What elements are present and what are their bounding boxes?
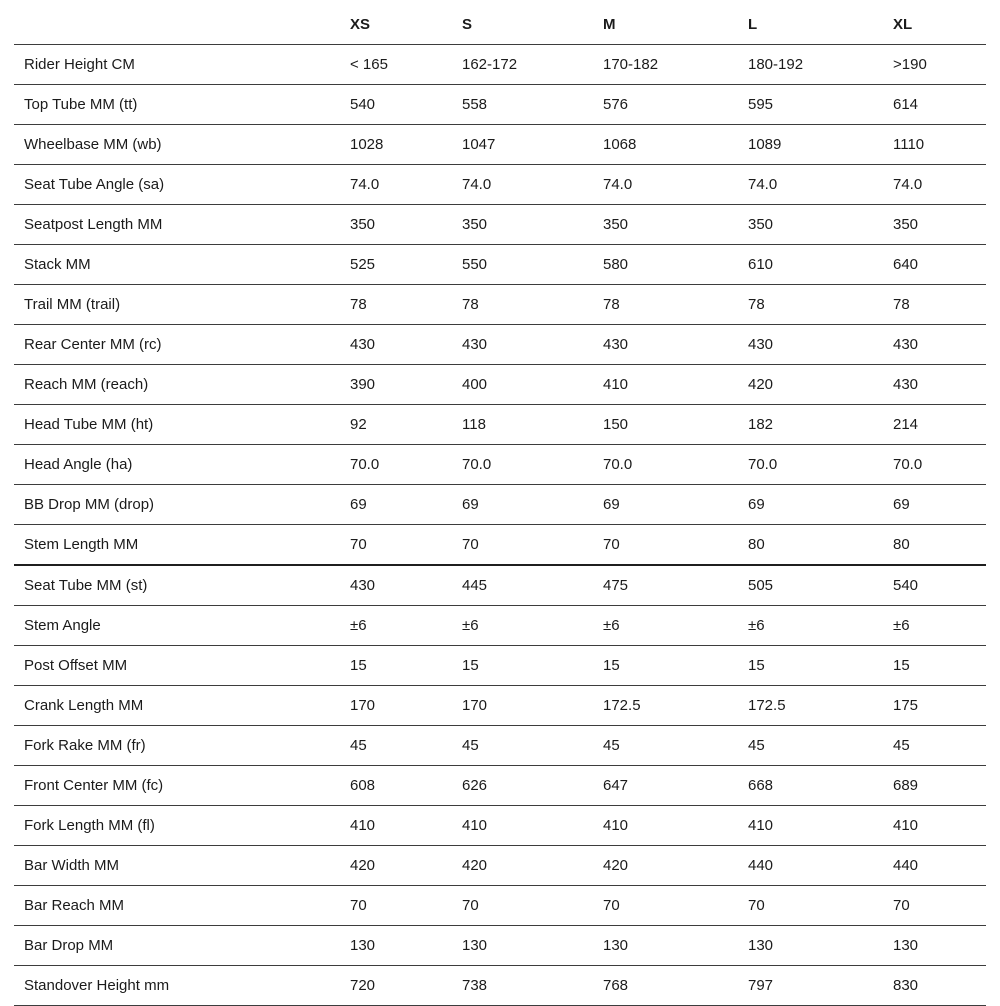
- cell-value: 78: [462, 285, 603, 325]
- cell-value: 1089: [748, 125, 893, 165]
- cell-value: 74.0: [748, 165, 893, 205]
- cell-value: 350: [603, 205, 748, 245]
- cell-value: 668: [748, 766, 893, 806]
- geometry-rows: [14, 45, 986, 1006]
- row-label: Fork Rake MM (fr): [14, 726, 350, 766]
- cell-value: 647: [603, 766, 748, 806]
- cell-value: 410: [462, 806, 603, 846]
- table-row: [14, 606, 986, 646]
- cell-value: 15: [748, 646, 893, 686]
- cell-value: 70: [462, 886, 603, 926]
- cell-value: 768: [603, 966, 748, 1006]
- row-label: Fork Length MM (fl): [14, 806, 350, 846]
- cell-value: 130: [462, 926, 603, 966]
- cell-value: 390: [350, 365, 462, 405]
- cell-value: ±6: [603, 606, 748, 646]
- cell-value: 118: [462, 405, 603, 445]
- cell-value: 162-172: [462, 45, 603, 85]
- cell-value: ±6: [350, 606, 462, 646]
- cell-value: 172.5: [748, 686, 893, 726]
- cell-value: 130: [350, 926, 462, 966]
- cell-value: 410: [350, 806, 462, 846]
- cell-value: 420: [748, 365, 893, 405]
- cell-value: 74.0: [603, 165, 748, 205]
- row-label: Stack MM: [14, 245, 350, 285]
- table-row: [14, 886, 986, 926]
- table-row: [14, 926, 986, 966]
- table-row: [14, 525, 986, 566]
- cell-value: 214: [893, 405, 986, 445]
- cell-value: 540: [893, 565, 986, 606]
- cell-value: 430: [350, 565, 462, 606]
- cell-value: 689: [893, 766, 986, 806]
- cell-value: 350: [350, 205, 462, 245]
- row-label: Wheelbase MM (wb): [14, 125, 350, 165]
- column-header-m: M: [603, 5, 748, 45]
- row-label: Bar Width MM: [14, 846, 350, 886]
- cell-value: 92: [350, 405, 462, 445]
- cell-value: 70: [603, 886, 748, 926]
- cell-value: 70.0: [748, 445, 893, 485]
- cell-value: 440: [893, 846, 986, 886]
- table-row: [14, 646, 986, 686]
- cell-value: 410: [748, 806, 893, 846]
- cell-value: 420: [462, 846, 603, 886]
- table-row: [14, 85, 986, 125]
- row-label: Top Tube MM (tt): [14, 85, 350, 125]
- cell-value: 69: [603, 485, 748, 525]
- cell-value: ±6: [748, 606, 893, 646]
- row-label: Seat Tube Angle (sa): [14, 165, 350, 205]
- cell-value: 70: [350, 886, 462, 926]
- cell-value: 69: [893, 485, 986, 525]
- table-header-row: [14, 5, 986, 45]
- row-label: Standover Height mm: [14, 966, 350, 1006]
- cell-value: 130: [603, 926, 748, 966]
- cell-value: 15: [893, 646, 986, 686]
- cell-value: 420: [350, 846, 462, 886]
- cell-value: 350: [748, 205, 893, 245]
- row-label: Rider Height CM: [14, 45, 350, 85]
- cell-value: 170: [462, 686, 603, 726]
- row-label: Post Offset MM: [14, 646, 350, 686]
- cell-value: 175: [893, 686, 986, 726]
- cell-value: 400: [462, 365, 603, 405]
- cell-value: 1110: [893, 125, 986, 165]
- cell-value: 576: [603, 85, 748, 125]
- table-row: [14, 726, 986, 766]
- cell-value: 182: [748, 405, 893, 445]
- column-header-l: L: [748, 5, 893, 45]
- cell-value: 440: [748, 846, 893, 886]
- row-label: BB Drop MM (drop): [14, 485, 350, 525]
- row-label: Stem Angle: [14, 606, 350, 646]
- row-label: Crank Length MM: [14, 686, 350, 726]
- cell-value: 445: [462, 565, 603, 606]
- cell-value: 74.0: [462, 165, 603, 205]
- cell-value: 430: [462, 325, 603, 365]
- cell-value: 70: [462, 525, 603, 566]
- cell-value: 70: [893, 886, 986, 926]
- column-header-blank: [14, 5, 350, 45]
- cell-value: 172.5: [603, 686, 748, 726]
- table-row: [14, 165, 986, 205]
- table-row: [14, 806, 986, 846]
- row-label: Reach MM (reach): [14, 365, 350, 405]
- table-row: [14, 565, 986, 606]
- column-header-s: S: [462, 5, 603, 45]
- column-header-xs: XS: [350, 5, 462, 45]
- cell-value: 45: [603, 726, 748, 766]
- bike-geometry-table: [14, 5, 986, 1006]
- row-label: Head Angle (ha): [14, 445, 350, 485]
- cell-value: 45: [462, 726, 603, 766]
- cell-value: 626: [462, 766, 603, 806]
- cell-value: 70.0: [350, 445, 462, 485]
- cell-value: 420: [603, 846, 748, 886]
- cell-value: 430: [603, 325, 748, 365]
- cell-value: 720: [350, 966, 462, 1006]
- cell-value: 797: [748, 966, 893, 1006]
- cell-value: 525: [350, 245, 462, 285]
- cell-value: 1047: [462, 125, 603, 165]
- row-label: Seat Tube MM (st): [14, 565, 350, 606]
- cell-value: 15: [350, 646, 462, 686]
- cell-value: 350: [893, 205, 986, 245]
- cell-value: 15: [462, 646, 603, 686]
- cell-value: 78: [350, 285, 462, 325]
- cell-value: 738: [462, 966, 603, 1006]
- cell-value: 69: [748, 485, 893, 525]
- cell-value: 1068: [603, 125, 748, 165]
- column-header-xl: XL: [893, 5, 986, 45]
- bike-geometry-table-container: [14, 5, 986, 1006]
- cell-value: 78: [748, 285, 893, 325]
- cell-value: 80: [893, 525, 986, 566]
- cell-value: 70: [748, 886, 893, 926]
- table-row: [14, 45, 986, 85]
- table-row: [14, 245, 986, 285]
- table-row: [14, 846, 986, 886]
- cell-value: 70.0: [603, 445, 748, 485]
- cell-value: 614: [893, 85, 986, 125]
- table-row: [14, 325, 986, 365]
- cell-value: 410: [603, 806, 748, 846]
- cell-value: 608: [350, 766, 462, 806]
- cell-value: 410: [603, 365, 748, 405]
- cell-value: 610: [748, 245, 893, 285]
- table-row: [14, 405, 986, 445]
- cell-value: 70.0: [893, 445, 986, 485]
- cell-value: 430: [893, 325, 986, 365]
- cell-value: 80: [748, 525, 893, 566]
- row-label: Seatpost Length MM: [14, 205, 350, 245]
- table-row: [14, 485, 986, 525]
- cell-value: 1028: [350, 125, 462, 165]
- cell-value: 550: [462, 245, 603, 285]
- table-row: [14, 125, 986, 165]
- cell-value: 430: [350, 325, 462, 365]
- cell-value: 78: [603, 285, 748, 325]
- cell-value: 180-192: [748, 45, 893, 85]
- cell-value: 640: [893, 245, 986, 285]
- cell-value: 70: [350, 525, 462, 566]
- cell-value: 45: [350, 726, 462, 766]
- cell-value: 475: [603, 565, 748, 606]
- cell-value: 540: [350, 85, 462, 125]
- cell-value: 170-182: [603, 45, 748, 85]
- cell-value: 580: [603, 245, 748, 285]
- cell-value: 430: [748, 325, 893, 365]
- row-label: Front Center MM (fc): [14, 766, 350, 806]
- cell-value: 70: [603, 525, 748, 566]
- cell-value: 170: [350, 686, 462, 726]
- cell-value: 830: [893, 966, 986, 1006]
- row-label: Bar Drop MM: [14, 926, 350, 966]
- table-row: [14, 445, 986, 485]
- cell-value: 74.0: [893, 165, 986, 205]
- row-label: Head Tube MM (ht): [14, 405, 350, 445]
- table-row: [14, 766, 986, 806]
- cell-value: 45: [893, 726, 986, 766]
- cell-value: 130: [893, 926, 986, 966]
- cell-value: >190: [893, 45, 986, 85]
- cell-value: 350: [462, 205, 603, 245]
- cell-value: < 165: [350, 45, 462, 85]
- cell-value: 430: [893, 365, 986, 405]
- cell-value: 15: [603, 646, 748, 686]
- cell-value: 410: [893, 806, 986, 846]
- row-label: Rear Center MM (rc): [14, 325, 350, 365]
- table-row: [14, 686, 986, 726]
- table-row: [14, 205, 986, 245]
- cell-value: 505: [748, 565, 893, 606]
- cell-value: ±6: [893, 606, 986, 646]
- cell-value: 69: [462, 485, 603, 525]
- cell-value: ±6: [462, 606, 603, 646]
- row-label: Stem Length MM: [14, 525, 350, 566]
- row-label: Bar Reach MM: [14, 886, 350, 926]
- table-row: [14, 285, 986, 325]
- row-label: Trail MM (trail): [14, 285, 350, 325]
- cell-value: 74.0: [350, 165, 462, 205]
- cell-value: 595: [748, 85, 893, 125]
- cell-value: 130: [748, 926, 893, 966]
- table-row: [14, 365, 986, 405]
- cell-value: 70.0: [462, 445, 603, 485]
- cell-value: 150: [603, 405, 748, 445]
- cell-value: 45: [748, 726, 893, 766]
- cell-value: 69: [350, 485, 462, 525]
- size-header-row: [14, 5, 986, 45]
- cell-value: 78: [893, 285, 986, 325]
- cell-value: 558: [462, 85, 603, 125]
